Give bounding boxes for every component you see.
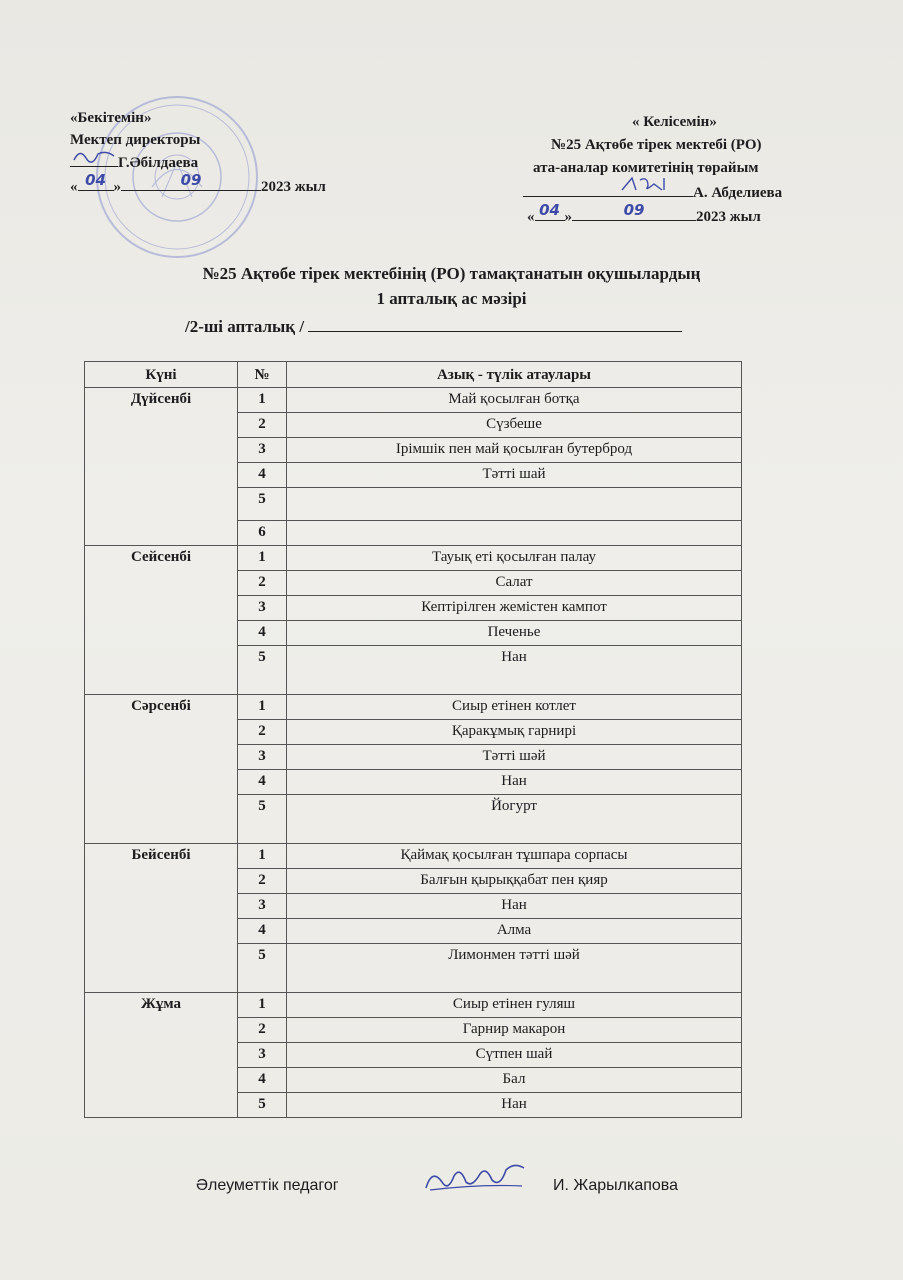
item-number-cell: 5 — [238, 795, 287, 844]
header-number: № — [238, 362, 287, 388]
food-item-cell: Нан — [287, 1093, 742, 1118]
food-item-cell — [287, 521, 742, 546]
day-cell: Жұма — [85, 993, 238, 1118]
date-day-handwritten: 04 — [85, 171, 106, 189]
day-cell: Дүйсенбі — [85, 388, 238, 546]
table-row — [85, 993, 742, 1018]
food-item-cell: Алма — [287, 919, 742, 944]
item-number-cell: 2 — [238, 571, 287, 596]
item-number-cell: 2 — [238, 869, 287, 894]
date-day-handwritten: 04 — [539, 201, 560, 219]
table-row — [85, 546, 742, 571]
header-day: Күні — [85, 362, 238, 388]
food-item-cell: Кептірілген жемістен кампот — [287, 596, 742, 621]
item-number-cell: 4 — [238, 621, 287, 646]
item-number-cell: 1 — [238, 388, 287, 413]
date-year: 2023 жыл — [261, 179, 326, 195]
day-cell: Сәрсенбі — [85, 695, 238, 844]
food-item-cell: Ірімшік пен май қосылған бутерброд — [287, 438, 742, 463]
food-item-cell: Лимонмен тәтті шәй — [287, 944, 742, 993]
item-number-cell: 5 — [238, 1093, 287, 1118]
header-food: Азық - түлік атаулары — [287, 362, 742, 388]
doc-title-line2: 1 апталық ас мәзірі — [376, 289, 527, 308]
food-item-cell: Қаймақ қосылған тұшпара сорпасы — [287, 844, 742, 869]
food-item-cell: Гарнир макарон — [287, 1018, 742, 1043]
footer-name: И. Жарылкапова — [553, 1177, 679, 1194]
table-row — [85, 388, 742, 413]
food-item-cell: Бал — [287, 1068, 742, 1093]
item-number-cell: 3 — [238, 745, 287, 770]
food-item-cell: Нан — [287, 646, 742, 695]
director-name: Г.Әбілдаева — [118, 155, 199, 171]
date-month-handwritten: 09 — [180, 171, 202, 189]
approval-right-line2: ата-аналар комитетінің төрайым — [533, 160, 759, 176]
item-number-cell: 5 — [238, 944, 287, 993]
item-number-cell: 4 — [238, 1068, 287, 1093]
date-month-handwritten: 09 — [623, 201, 645, 219]
item-number-cell: 1 — [238, 993, 287, 1018]
food-item-cell: Сиыр етінен котлет — [287, 695, 742, 720]
date-year: 2023 жыл — [696, 209, 761, 225]
approval-right-line1: №25 Ақтөбе тірек мектебі (РО) — [551, 137, 762, 153]
committee-name: А. Абделиева — [693, 185, 783, 201]
food-item-cell: Сүтпен шай — [287, 1043, 742, 1068]
food-item-cell: Тауық еті қосылған палау — [287, 546, 742, 571]
food-item-cell: Балғын қырыққабат пен қияр — [287, 869, 742, 894]
approval-left-position: Мектеп директоры — [70, 132, 201, 148]
item-number-cell: 3 — [238, 596, 287, 621]
day-cell: Сейсенбі — [85, 546, 238, 695]
food-item-cell — [287, 488, 742, 521]
item-number-cell: 3 — [238, 438, 287, 463]
menu-table — [84, 361, 742, 1118]
footer-role: Әлеуметтік педагог — [196, 1177, 339, 1194]
table-row — [85, 844, 742, 869]
approval-left-label: «Бекітемін» — [70, 110, 152, 126]
approval-left-date: « 04 » 09 2023 жыл — [70, 171, 326, 195]
item-number-cell: 2 — [238, 413, 287, 438]
food-item-cell: Сиыр етінен гуляш — [287, 993, 742, 1018]
item-number-cell: 1 — [238, 546, 287, 571]
food-item-cell: Йогурт — [287, 795, 742, 844]
item-number-cell: 4 — [238, 463, 287, 488]
pedagog-signature — [420, 1158, 530, 1198]
food-item-cell: Нан — [287, 894, 742, 919]
approval-right-date: « 04 » 09 2023 жыл — [527, 201, 761, 225]
director-signature — [70, 146, 118, 164]
food-item-cell: Май қосылған ботқа — [287, 388, 742, 413]
item-number-cell: 2 — [238, 720, 287, 745]
item-number-cell: 3 — [238, 894, 287, 919]
food-item-cell: Печенье — [287, 621, 742, 646]
food-item-cell: Салат — [287, 571, 742, 596]
day-cell: Бейсенбі — [85, 844, 238, 993]
food-item-cell: Нан — [287, 770, 742, 795]
item-number-cell: 4 — [238, 770, 287, 795]
food-item-cell: Тәтті шәй — [287, 745, 742, 770]
item-number-cell: 3 — [238, 1043, 287, 1068]
food-item-cell: Сүзбеше — [287, 413, 742, 438]
item-number-cell: 2 — [238, 1018, 287, 1043]
table-header-row — [85, 362, 742, 388]
doc-title-line3: /2-ші апталық / — [185, 313, 682, 339]
food-item-cell: Қаракұмық гарнирі — [287, 720, 742, 745]
menu-table-body — [85, 388, 742, 1118]
table-row — [85, 695, 742, 720]
item-number-cell: 6 — [238, 521, 287, 546]
approval-right-label: « Келісемін» — [632, 114, 717, 130]
item-number-cell: 5 — [238, 646, 287, 695]
committee-signature — [618, 174, 678, 194]
item-number-cell: 1 — [238, 844, 287, 869]
item-number-cell: 5 — [238, 488, 287, 521]
item-number-cell: 1 — [238, 695, 287, 720]
item-number-cell: 4 — [238, 919, 287, 944]
food-item-cell: Тәтті шай — [287, 463, 742, 488]
doc-title-line1: №25 Ақтөбе тірек мектебінің (РО) тамақтанатын оқушылардың — [202, 264, 701, 283]
